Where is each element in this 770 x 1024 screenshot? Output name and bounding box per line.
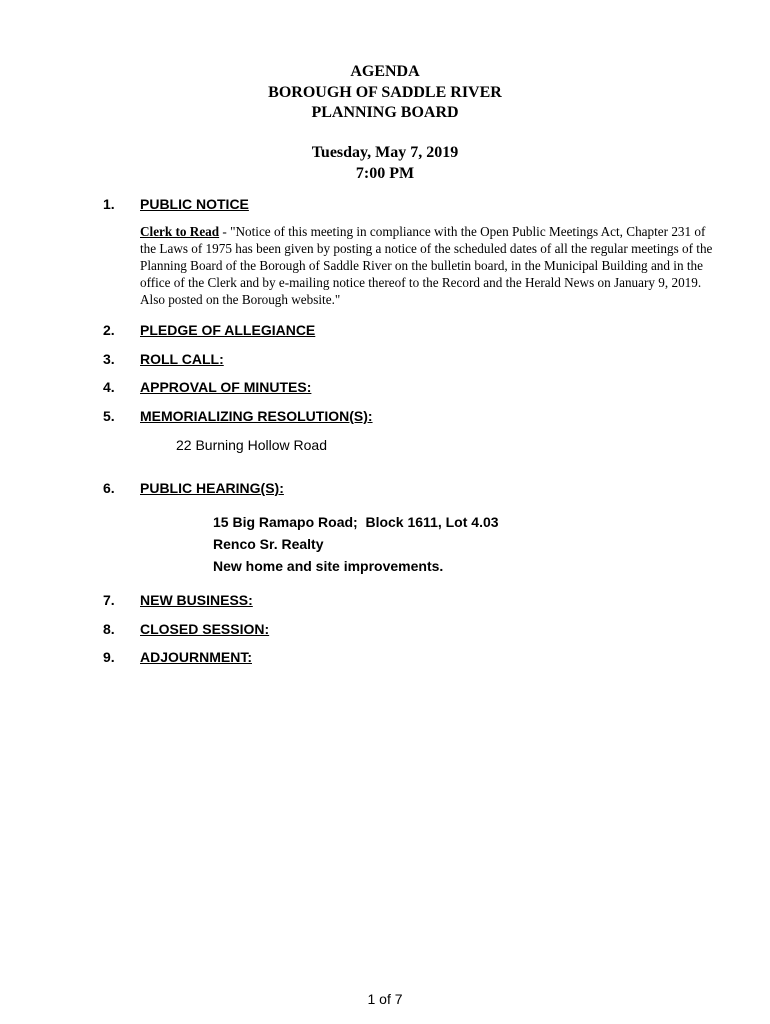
item-title: ADJOURNMENT: [140, 649, 252, 665]
meeting-time: 7:00 PM [355, 164, 415, 182]
item-number: 2. [103, 322, 115, 338]
hearing-details [213, 511, 499, 577]
item-title: APPROVAL OF MINUTES: [140, 379, 312, 395]
meeting-date: Tuesday, May 7, 2019 [311, 144, 459, 161]
item-number: 3. [103, 351, 115, 367]
notice-body: - "Notice of this meeting in compliance with the Open Public Meetings Act, Chapter 231 of the Laws of 1975 has been given by posting a notice of the scheduled dates of all the regular meetings of the Planning Board of the Borough of Saddle River on the bulletin board, in the Municipal Building and in the office of the Clerk and by e-mailing notice thereof to the Record and the Herald News on January 9, 2019. Also posted on the Borough website." [140, 224, 713, 307]
item-number: 4. [103, 379, 115, 395]
item-title: ROLL CALL: [140, 351, 224, 367]
agenda-header [0, 62, 770, 124]
header-title: AGENDA [350, 63, 420, 80]
header-board: PLANNING BOARD [311, 104, 459, 121]
item-number: 6. [103, 480, 115, 496]
item-number: 9. [103, 649, 115, 665]
item-title: MEMORIALIZING RESOLUTION(S): [140, 408, 373, 424]
page-number: 1 of 7 [367, 991, 403, 1007]
item-title: PUBLIC NOTICE [140, 196, 249, 212]
item-number: 5. [103, 408, 115, 424]
hearing-property: 15 Big Ramapo Road; Block 1611, Lot 4.03 [213, 514, 499, 530]
item-number: 8. [103, 621, 115, 637]
resolution-address: 22 Burning Hollow Road [176, 437, 327, 453]
item-title: PLEDGE OF ALLEGIANCE [140, 322, 316, 338]
meeting-datetime [0, 143, 770, 184]
item-title: PUBLIC HEARING(S): [140, 480, 284, 496]
public-notice-text [140, 223, 715, 308]
hearing-applicant: Renco Sr. Realty [213, 536, 324, 552]
item-number: 1. [103, 196, 115, 212]
hearing-description: New home and site improvements. [213, 558, 444, 574]
item-title: NEW BUSINESS: [140, 592, 253, 608]
item-number: 7. [103, 592, 115, 608]
notice-lead: Clerk to Read [140, 224, 220, 239]
header-borough: BOROUGH OF SADDLE RIVER [268, 83, 502, 101]
item-title: CLOSED SESSION: [140, 621, 270, 637]
